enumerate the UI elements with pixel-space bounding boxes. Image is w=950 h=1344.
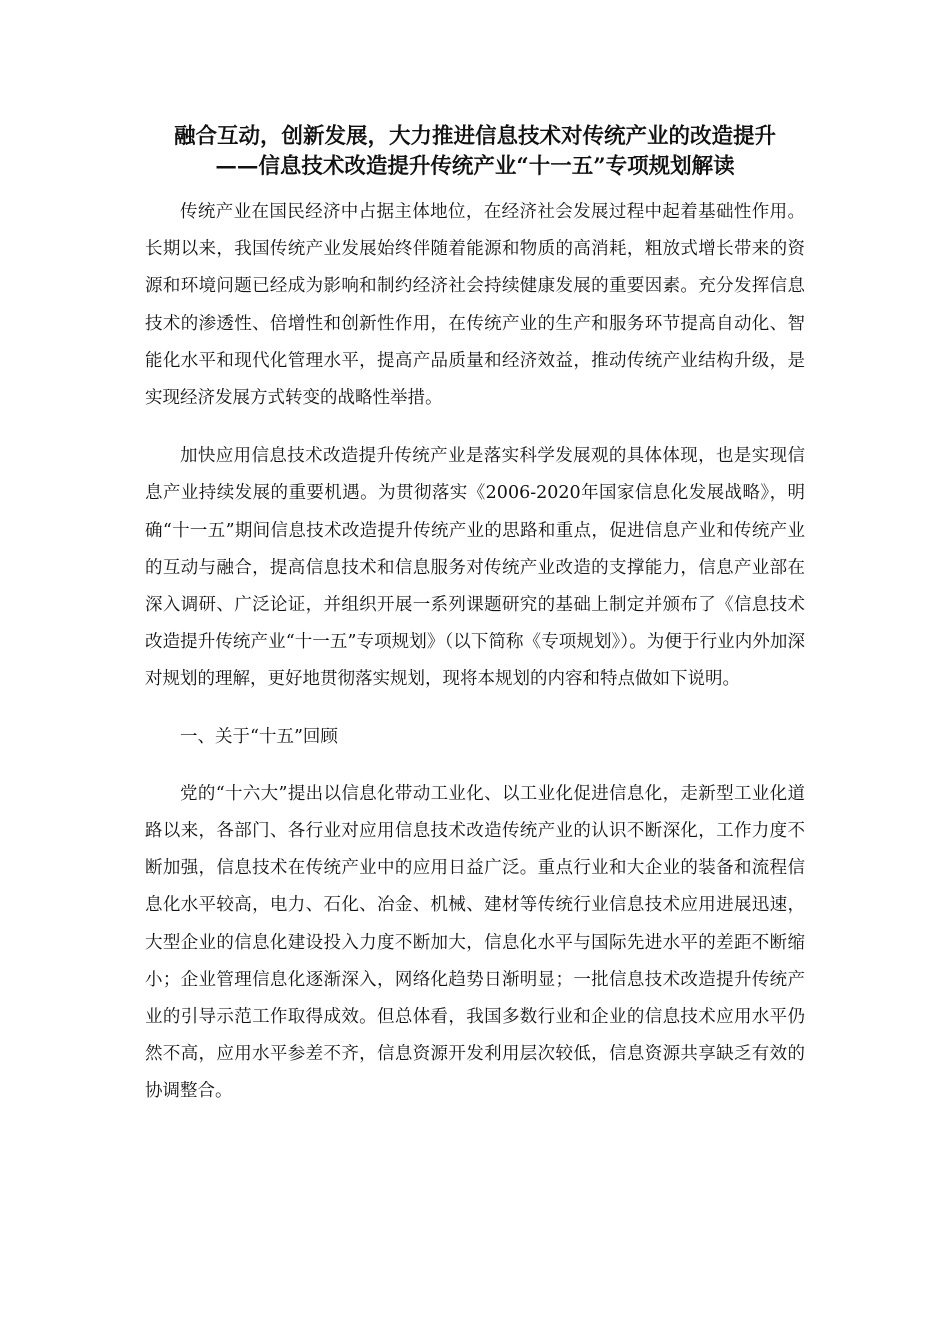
document-page [145,122,805,1111]
section-paragraph: 党的“十六大”提出以信息化带动工业化、以工业化促进信息化，走新型工业化道路以来，各部门、各行业对应用信息技术改造传统产业的认识不断深化，工作力度不断加强，信息技术在传统产业中的应用日益广泛。重点行业和大企业的装备和流程信息化水平较高，电力、石化、冶金、机械、建材等传统行业信息技术应用进展迅速，大型企业的信息化建设投入力度不断加大，信息化水平与国际先进水平的差距不断缩小；企业管理信息化逐渐深入，网络化趋势日渐明显；一批信息技术改造提升传统产业的引导示范工作取得成效。但总体看，我国多数行业和企业的信息技术应用水平仍然不高，应用水平参差不齐，信息资源开发利用层次较低，信息资源共享缺乏有效的协调整合。 [145,783,805,1102]
document-title-line-1: 融合互动，创新发展，大力推进信息技术对传统产业的改造提升 [173,124,776,149]
section-heading: 一、关于“十五”回顾 [180,726,338,747]
background-paragraph: 加快应用信息技术改造提升传统产业是落实科学发展观的具体体现，也是实现信息产业持续发展的重要机遇。为贯彻落实《2006-2020年国家信息化发展战略》，明确“十一五”期间信息技术改造提升传统产业的思路和重点，促进信息产业和传统产业的互动与融合，提高信息技术和信息服务对传统产业改造的支撑能力，信息产业部在深入调研、广泛论证，并组织开展一系列课题研究的基础上制定并颁布了《信息技术改造提升传统产业“十一五”专项规划》（以下简称《专项规划》）。为便于行业内外加深对规划的理解，更好地贯彻落实规划，现将本规划的内容和特点做如下说明。 [145,446,805,690]
document-title-line-2: ——信息技术改造提升传统产业“十一五”专项规划解读 [215,154,735,179]
intro-paragraph: 传统产业在国民经济中占据主体地位，在经济社会发展过程中起着基础性作用。长期以来，我国传统产业发展始终伴随着能源和物质的高消耗，粗放式增长带来的资源和环境问题已经成为影响和制约经济社会持续健康发展的重要因素。充分发挥信息技术的渗透性、倍增性和创新性作用，在传统产业的生产和服务环节提高自动化、智能化水平和现代化管理水平，提高产品质量和经济效益，推动传统产业结构升级，是实现经济发展方式转变的战略性举措。 [145,202,805,409]
